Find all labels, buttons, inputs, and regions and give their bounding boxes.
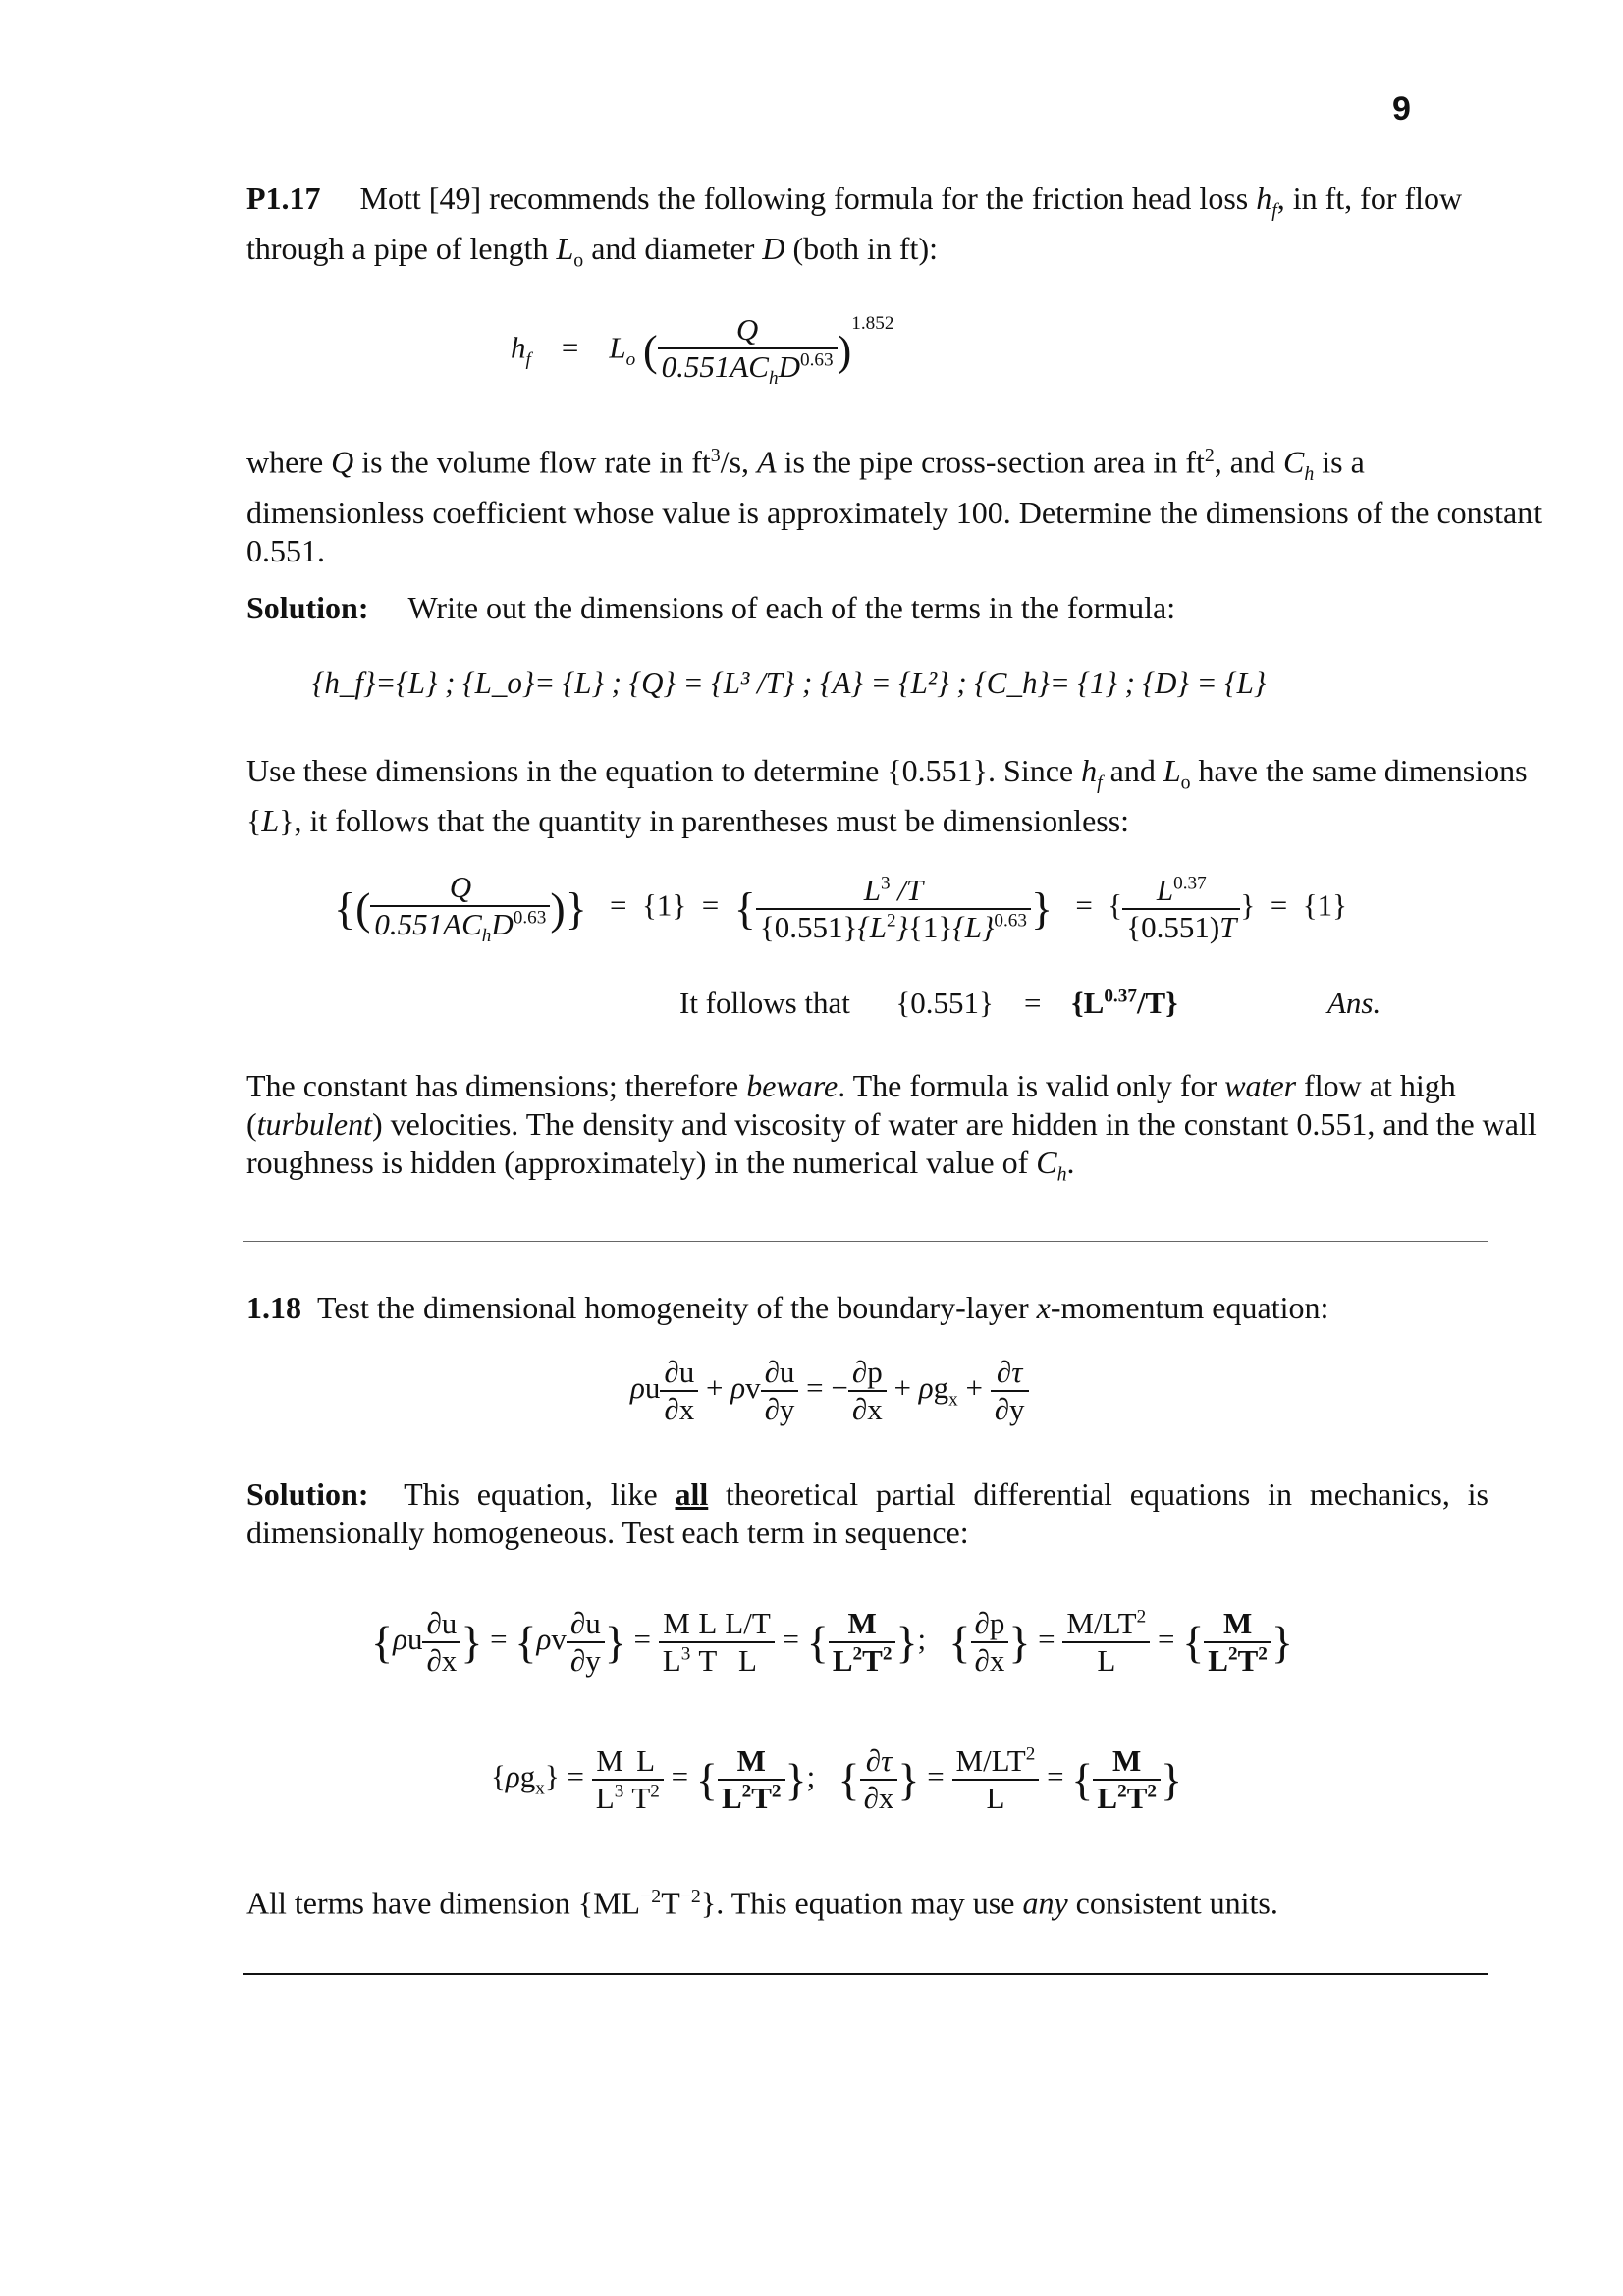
- formula-numerator: Q: [658, 312, 838, 349]
- problem-117-hf: h: [1256, 181, 1272, 216]
- dimensions-line: {h_f}={L} ; {L_o}= {L} ; {Q} = {L³ /T} ; {A} = {L²} ; {C_h}= {1} ; {D} = {L}: [312, 666, 1267, 700]
- problem-117-text-d: (both in ft):: [784, 231, 938, 267]
- formula-lhs: h: [511, 330, 526, 365]
- formula-denominator: 0.551AC: [661, 349, 769, 384]
- answer-label: Ans.: [1327, 986, 1381, 1020]
- problem-117-text-b: , in ft, for flow through a pipe of length: [246, 181, 1463, 267]
- solution-117-text: Write out the dimensions of each of the terms in the formula:: [407, 590, 1176, 625]
- section-divider: [243, 1241, 1488, 1242]
- problem-118-statement: 1.18 Test the dimensional homogeneity of the boundary-layer x-momentum equation:: [246, 1290, 1329, 1325]
- solution-118-label: Solution:: [246, 1476, 369, 1512]
- term-check-row-1: {ρu $\frac{\partial u}{\partial x}$ } = {ρv $\frac{\partial u}{\partial y}$ } = $\frac{M}{L^3}$ $\frac{L}{T}$ $\frac{L/T}{L}$ = { $\frac{M}{L^2T^2}$ }; { $\frac{\partial p}{\partial x}$ } = $\frac{M/LT^2}{L}$ = { $\frac{M}{L^2T^2}$ }: [371, 1606, 1293, 1678]
- page-number: 9: [1392, 90, 1411, 128]
- formula-fraction: $\frac{Q}{0.551AC_hD^{0.63}}$: [658, 312, 838, 390]
- dimensionless-equation: {( $\frac{Q}{0.551AC_hD^{0.63}}$ )} = {1} = { $\frac{L^3 /T}{\{0.551\}\{L^2\}\{1\}\{L\}^{0.63}}$ } = { $\frac{L^{0.37}}{\{0.551)T}$ } = {1}: [334, 870, 1348, 947]
- solution-117-label: Solution:: [246, 590, 369, 625]
- problem-117-text-a: Mott [49] recommends the following formula for the friction head loss: [359, 181, 1257, 216]
- formula-den-exp: 0.63: [799, 349, 834, 371]
- follows-line: It follows that {0.551} = $\{L^{0.37}/T\}$ Ans.: [679, 986, 1381, 1020]
- use-dimensions-paragraph: Use these dimensions in the equation to determine {0.551}. Since $h_f$ and $L_o$ have the same dimensions {L}, it follows that the quantity in parentheses must be dimensionless:: [246, 753, 1528, 839]
- formula-exponent: 1.852: [851, 313, 894, 335]
- solution-117-line: [246, 589, 1542, 627]
- bottom-divider: [243, 1973, 1488, 1975]
- answer-value: $\{L^{0.37}/T\}$: [1071, 986, 1178, 1020]
- problem-118-label: 1.18: [246, 1290, 301, 1325]
- problem-117-text-c: and diameter: [583, 231, 763, 267]
- problem-117-statement: P1.17 Mott [49] recommends the following formula for the friction head loss $h_f$, in ft, for flow through a pipe of length $L_o$ and diameter D (both in ft):: [246, 181, 1463, 272]
- problem-117-label: P1.17: [246, 181, 321, 216]
- constant-paragraph: The constant has dimensions; therefore beware. The formula is valid only for water flow at high (turbulent) velocities. The density and viscosity of water are hidden in the constant 0.551, and the wall roughness is hidden (approximately) in the numerical value of $C_h$.: [246, 1068, 1537, 1186]
- solution-118-paragraph: Solution: This equation, like all theoretical partial differential equations in mechanics, is dimensionally homogeneous. Test each term in sequence:: [246, 1476, 1489, 1550]
- term-check-row-2: $\{\rho g_x\}$ = $\frac{M}{L^3}$ $\frac{L}{T^2}$ = { $\frac{M}{L^2T^2}$ }; { $\frac{\partial\tau}{\partial x}$ } = $\frac{M/LT^2}{L}$ = { $\frac{M}{L^2T^2}$ }: [491, 1743, 1183, 1815]
- problem-117-D: D: [762, 231, 785, 267]
- momentum-equation: ρu $\frac{\partial u}{\partial x}$ + ρv $\frac{\partial u}{\partial y}$ = − $\frac{\partial p}{\partial x}$ + $\rho g_x$ + $\frac{\partial\tau}{\partial y}$: [630, 1355, 1029, 1427]
- formula-den-D: D: [778, 349, 800, 384]
- mott-formula: $h_f$ = $L_o$ ( $\frac{Q}{0.551AC_hD^{0.63}}$ )$^{1.852}$: [511, 312, 894, 390]
- final-statement: All terms have dimension $\{ML^{-2}T^{-2}\}$. This equation may use any consistent units.: [246, 1885, 1278, 1921]
- formula-L: L: [609, 330, 626, 365]
- where-paragraph: where Q is the volume flow rate in $ft^3/s$, A is the pipe cross-section area in $ft^2$, and $C_h$ is a dimensionless coefficient whose value is approximately 100. Determine the dimensions of the constant 0.551.: [246, 444, 1542, 569]
